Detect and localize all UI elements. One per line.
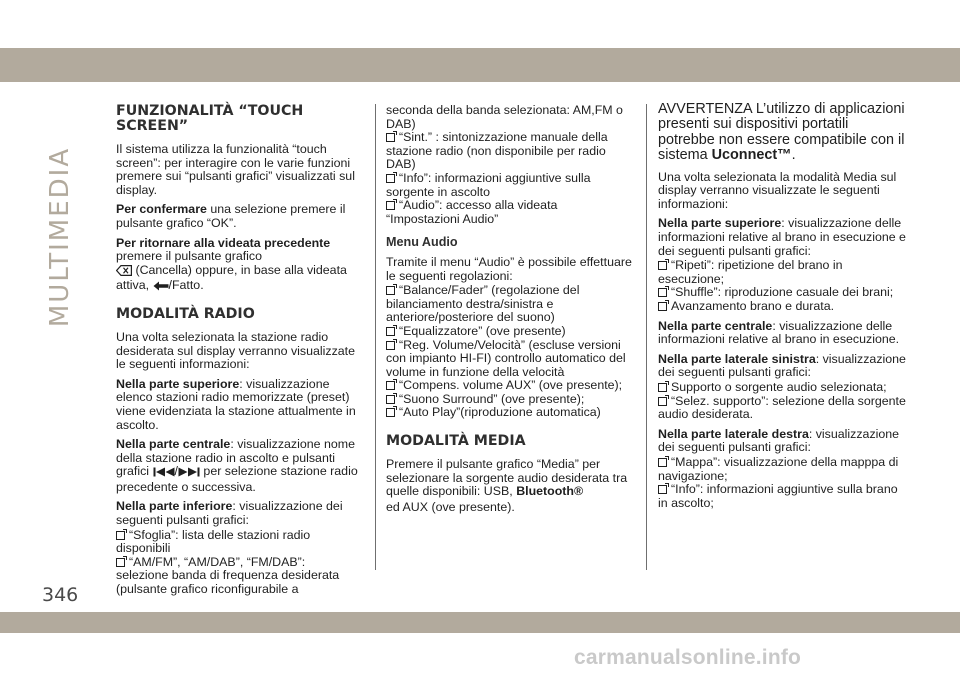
- paragraph: Per confermare una selezione premere il pulsante grafico “OK”.: [116, 202, 346, 230]
- page-number: 346: [42, 584, 79, 606]
- paragraph: Per ritornare alla videata precedente premere il pulsante grafico (Cancella) oppure, in base alla videata attiva, /Fatto.: [116, 237, 360, 295]
- list-item: “AM/FM”, “AM/DAB”, “FM/DAB”: selezione banda di frequenza desiderata (pulsante grafico riconfigurabile a: [116, 554, 340, 597]
- back-arrow-icon: [153, 281, 169, 295]
- paragraph: Nella parte superiore: visualizzazione delle informazioni relative al brano in esecuzione e dei seguenti pulsanti grafici:: [658, 216, 906, 258]
- watermark: carmanualsonline.info: [574, 646, 802, 669]
- paragraph: Nella parte laterale destra: visualizzazione dei seguenti pulsanti grafici:: [658, 426, 900, 455]
- bottom-band: [0, 612, 960, 633]
- list-item: “Audio”: accesso alla videata “Impostazioni Audio”: [386, 198, 558, 226]
- heading-media-mode: MODALITÀ MEDIA: [386, 433, 526, 450]
- heading-touch-screen: FUNZIONALITÀ “TOUCH SCREEN”: [116, 103, 304, 134]
- top-band: [0, 48, 960, 82]
- bold-label: Nella parte superiore: [116, 376, 240, 391]
- list-bullet-icon: [658, 485, 667, 494]
- bold-label: Nella parte superiore: [658, 216, 782, 231]
- paragraph: Nella parte centrale: visualizzazione nome della stazione radio in ascolto e pulsanti grafici / per selezione stazione radio precedente o successiva.: [116, 437, 358, 494]
- heading-radio-mode: MODALITÀ RADIO: [116, 305, 255, 322]
- column-left: [116, 104, 360, 597]
- list-item: “Selez. supporto”: selezione della sorgente audio desiderata.: [658, 393, 906, 422]
- list-bullet-icon: [386, 408, 395, 417]
- list-bullet-icon: [116, 558, 125, 567]
- next-track-icon: [178, 467, 200, 481]
- list-bullet-icon: [658, 302, 667, 311]
- paragraph: Nella parte inferiore: visualizzazione dei seguenti pulsanti grafici:: [116, 499, 343, 528]
- paragraph: Una volta selezionata la modalità Media sul display verranno visualizzate le seguenti informazioni:: [658, 169, 897, 211]
- list-item-continued: seconda della banda selezionata: AM,FM o DAB): [386, 103, 623, 131]
- column-divider: [375, 104, 376, 570]
- column-middle: [386, 104, 634, 520]
- list-bullet-icon: [386, 201, 395, 210]
- list-bullet-icon: [386, 286, 395, 295]
- list-item: Supporto o sorgente audio selezionata;: [658, 381, 908, 395]
- list-item: Avanzamento brano e durata.: [658, 300, 908, 314]
- list-item: “Balance/Fader” (regolazione del bilanciamento destra/sinistra e anteriore/posteriore del suono): [386, 283, 580, 325]
- list-bullet-icon: [658, 288, 667, 297]
- list-item: “Auto Play”(riproduzione automatica): [386, 406, 634, 420]
- bold-label: Per confermare: [116, 202, 207, 217]
- list-bullet-icon: [386, 174, 395, 183]
- paragraph: Premere il pulsante grafico “Media” per selezionare la sorgente audio desiderata tra quelle disponibili: USB, Bluetooth®: [386, 457, 628, 499]
- list-item: “Compens. volume AUX” (ove presente);: [386, 379, 634, 393]
- paragraph: ed AUX (ove presente).: [386, 499, 515, 514]
- bold-label: Uconnect™: [711, 147, 792, 164]
- paragraph: Nella parte superiore: visualizzazione elenco stazioni radio memorizzate (preset) viene evidenziata la stazione attualmente in ascolto.: [116, 376, 356, 432]
- list-item: “Sfoglia”: lista delle stazioni radio disponibili: [116, 527, 311, 556]
- list-bullet-icon: [386, 381, 395, 390]
- list-item: “Equalizzatore” (ove presente): [386, 325, 634, 339]
- warning-note: AVVERTENZA L’utilizzo di applicazioni presenti sui dispositivi portatili potrebbe non essere compatibile con il sistema Uconnect™.: [658, 101, 905, 164]
- list-bullet-icon: [658, 383, 667, 392]
- list-item: “Ripeti”: ripetizione del brano in esecuzione;: [658, 258, 843, 286]
- paragraph: Nella parte centrale: visualizzazione delle informazioni relative al brano in esecuzione.: [658, 318, 900, 347]
- column-divider: [646, 104, 647, 570]
- list-item: “Reg. Volume/Velocità” (escluse versioni con impianto HI-FI) controllo automatico del volume in funzione della velocità: [386, 337, 626, 379]
- backspace-icon: [116, 265, 132, 280]
- paragraph: Il sistema utilizza la funzionalità “touch screen”: per interagire con le varie funzioni premere sui “pulsanti grafici” visualizzati sul display.: [116, 142, 355, 197]
- list-item: “Sint.” : sintonizzazione manuale della stazione radio (non disponibile per radio DAB): [386, 130, 608, 172]
- bold-label: Nella parte laterale sinistra: [658, 351, 816, 366]
- bold-label: Nella parte laterale destra: [658, 426, 809, 441]
- bold-label: Bluetooth®: [516, 484, 584, 499]
- paragraph: Tramite il menu “Audio” è possibile effettuare le seguenti regolazioni:: [386, 254, 632, 283]
- column-right: [658, 102, 908, 510]
- list-bullet-icon: [116, 531, 125, 540]
- list-item: “Mappa”: visualizzazione della mapppa di navigazione;: [658, 454, 899, 483]
- list-bullet-icon: [386, 395, 395, 404]
- list-bullet-icon: [658, 397, 667, 406]
- paragraph: Nella parte laterale sinistra: visualizzazione dei seguenti pulsanti grafici:: [658, 351, 906, 380]
- list-bullet-icon: [658, 458, 667, 467]
- list-item: “Suono Surround” (ove presente);: [386, 393, 634, 407]
- paragraph: Una volta selezionata la stazione radio desiderata sul display verranno visualizzate le seguenti informazioni:: [116, 329, 355, 372]
- list-item: “Info”: informazioni aggiuntive sulla brano in ascolto;: [658, 482, 898, 510]
- list-bullet-icon: [386, 341, 395, 350]
- list-bullet-icon: [386, 327, 395, 336]
- previous-track-icon: [153, 467, 175, 481]
- list-item: “Shuffle”: riproduzione casuale dei brani;: [658, 286, 908, 300]
- bold-label: Nella parte centrale: [658, 318, 773, 333]
- subheading-menu-audio: Menu Audio: [386, 235, 458, 250]
- bold-label: Nella parte inferiore: [116, 499, 233, 514]
- list-bullet-icon: [658, 261, 667, 270]
- list-bullet-icon: [386, 133, 395, 142]
- bold-label: Per ritornare alla videata precedente: [116, 235, 331, 250]
- bold-label: Nella parte centrale: [116, 437, 231, 452]
- list-item: “Info”: informazioni aggiuntive sulla sorgente in ascolto: [386, 170, 591, 199]
